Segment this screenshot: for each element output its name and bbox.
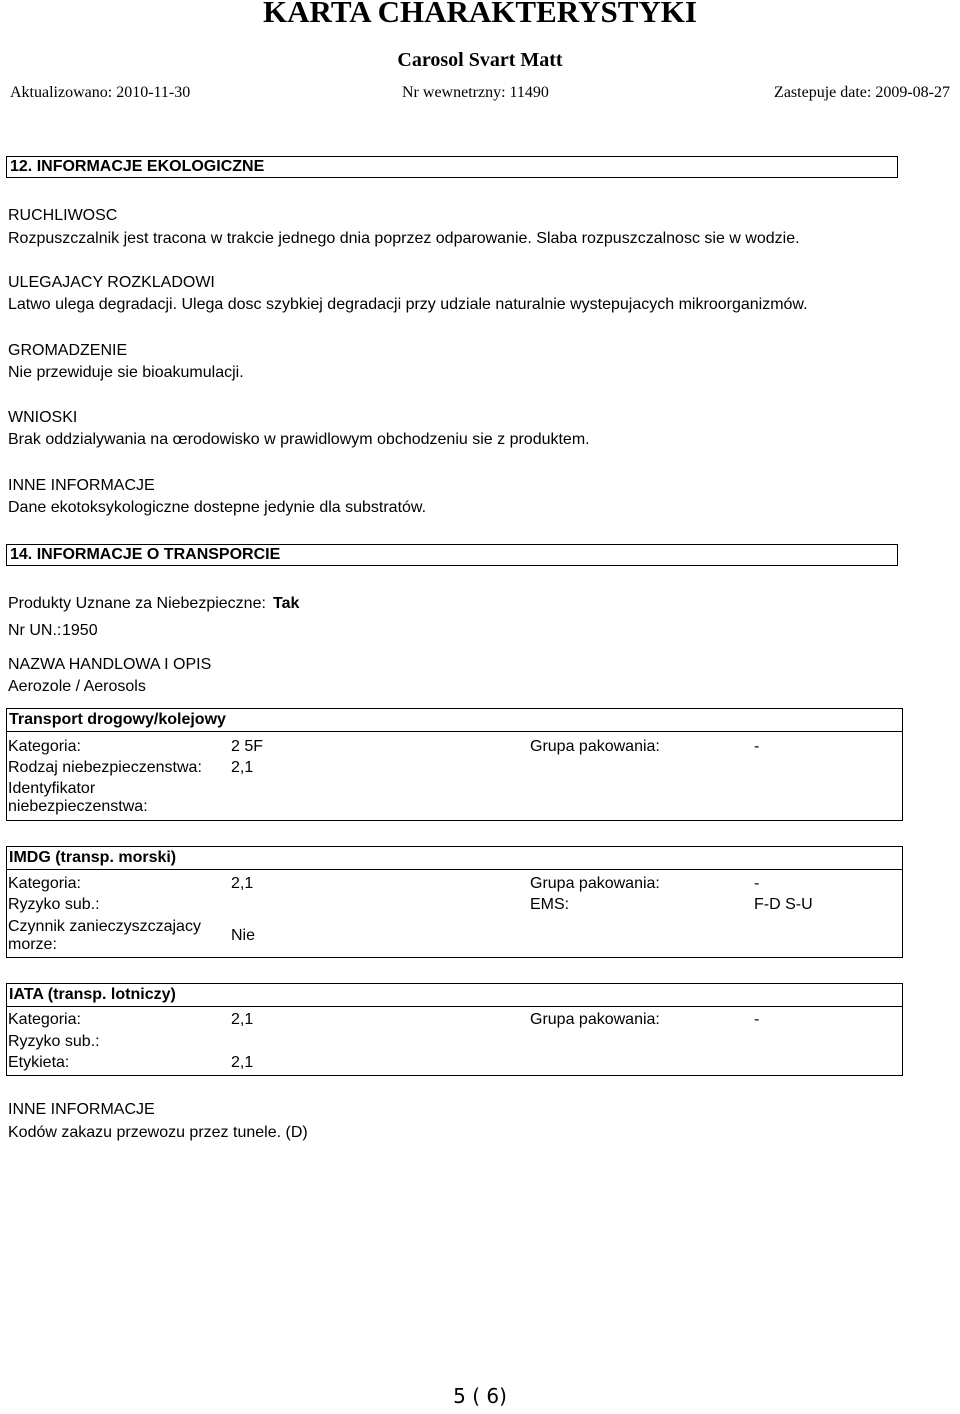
- replaces-date: Zastepuje date: 2009-08-27: [774, 84, 950, 101]
- imdg-pollutant-label-1: Czynnik zanieczyszczajacy: [8, 918, 201, 935]
- imdg-sub-risk-label: Ryzyko sub.:: [8, 896, 100, 913]
- imdg-title: IMDG (transp. morski): [7, 847, 902, 870]
- degradability-label: ULEGAJACY ROZKLADOWI: [8, 274, 215, 291]
- section-14-heading: 14. INFORMACJE O TRANSPORCIE: [6, 544, 898, 566]
- iata-label-value: 2,1: [231, 1054, 254, 1071]
- road-packing-value: -: [754, 738, 760, 755]
- iata-category-value: 2,1: [231, 1011, 254, 1028]
- internal-number: Nr wewnetrzny: 11490: [402, 84, 549, 101]
- road-category-value: 2 5F: [231, 738, 264, 755]
- iata-title: IATA (transp. lotniczy): [7, 984, 902, 1007]
- road-hazard-id-label-2: niebezpieczenstwa:: [8, 798, 148, 815]
- transport-other-label: INNE INFORMACJE: [8, 1101, 155, 1118]
- road-hazard-class-label: Rodzaj niebezpieczenstwa:: [8, 759, 202, 776]
- bioaccumulation-text: Nie przewiduje sie bioakumulacji.: [8, 364, 244, 381]
- document-title: KARTA CHARAKTERYSTYKI: [263, 0, 697, 29]
- bioaccumulation-label: GROMADZENIE: [8, 342, 128, 359]
- imdg-box: [6, 846, 903, 958]
- iata-packing-value: -: [754, 1011, 760, 1028]
- mobility-label: RUCHLIWOSC: [8, 207, 118, 224]
- road-hazard-id-label-1: Identyfikator: [8, 780, 96, 797]
- mobility-text: Rozpuszczalnik jest tracona w trakcie jednego dnia poprzez odparowanie. Slaba rozpuszczalnosc sie w wodzie.: [8, 230, 800, 247]
- imdg-category-value: 2,1: [231, 875, 254, 892]
- iata-label-label: Etykieta:: [8, 1054, 70, 1071]
- un-number-value: 1950: [62, 622, 98, 639]
- dangerous-goods-value: Tak: [273, 595, 300, 612]
- imdg-ems-label: EMS:: [530, 896, 570, 913]
- road-transport-title: Transport drogowy/kolejowy: [7, 709, 902, 732]
- conclusions-label: WNIOSKI: [8, 409, 78, 426]
- dangerous-goods-label: Produkty Uznane za Niebezpieczne:: [8, 595, 266, 612]
- updated-date: Aktualizowano: 2010-11-30: [10, 84, 191, 101]
- iata-category-label: Kategoria:: [8, 1011, 81, 1028]
- iata-sub-risk-label: Ryzyko sub.:: [8, 1033, 100, 1050]
- section-12-heading: 12. INFORMACJE EKOLOGICZNE: [6, 156, 898, 178]
- road-category-label: Kategoria:: [8, 738, 81, 755]
- iata-box: [6, 983, 903, 1076]
- road-transport-box: [6, 708, 903, 821]
- imdg-packing-label: Grupa pakowania:: [530, 875, 660, 892]
- imdg-pollutant-label-2: morze:: [8, 936, 57, 953]
- degradability-text: Latwo ulega degradacji. Ulega dosc szybkiej degradacji przy udziale naturalnie wystepujacych mikroorganizmów.: [8, 296, 808, 313]
- imdg-ems-value: F-D S-U: [754, 896, 813, 913]
- transport-other-text: Kodów zakazu przewozu przez tunele. (D): [8, 1124, 308, 1141]
- product-name: Carosol Svart Matt: [397, 49, 563, 71]
- imdg-packing-value: -: [754, 875, 760, 892]
- road-packing-label: Grupa pakowania:: [530, 738, 660, 755]
- road-hazard-class-value: 2,1: [231, 759, 254, 776]
- page-number: 5 ( 6): [453, 1384, 507, 1408]
- conclusions-text: Brak oddzialywania na œrodowisko w prawidlowym obchodzeniu sie z produktem.: [8, 431, 590, 448]
- iata-packing-label: Grupa pakowania:: [530, 1011, 660, 1028]
- other-info-text: Dane ekotoksykologiczne dostepne jedynie dla substratów.: [8, 499, 427, 516]
- imdg-pollutant-value: Nie: [231, 927, 256, 944]
- trade-name-label: NAZWA HANDLOWA I OPIS: [8, 656, 212, 673]
- trade-name-value: Aerozole / Aerosols: [8, 678, 146, 695]
- un-number-label: Nr UN.:: [8, 622, 62, 639]
- other-info-label: INNE INFORMACJE: [8, 477, 155, 494]
- imdg-category-label: Kategoria:: [8, 875, 81, 892]
